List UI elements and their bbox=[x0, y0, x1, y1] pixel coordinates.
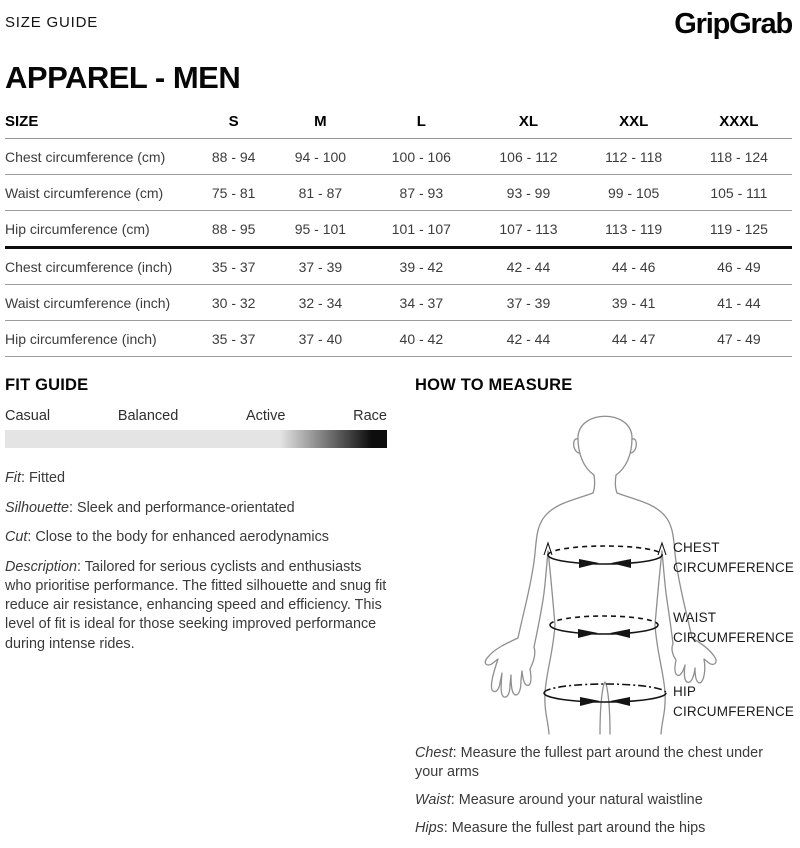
row-label: Waist circumference (cm) bbox=[5, 185, 164, 201]
size-table-header-row bbox=[5, 113, 792, 139]
fit-guide-heading: FIT GUIDE bbox=[5, 376, 89, 394]
waist-circumference-label: WAIST CIRCUMFERENCE bbox=[673, 610, 795, 646]
cell: 39 - 42 bbox=[399, 259, 444, 275]
row-label: Chest circumference (inch) bbox=[5, 259, 173, 275]
cell: 34 - 37 bbox=[399, 295, 444, 311]
scale-label-active: Active bbox=[245, 408, 286, 424]
attr-text: Measure the fullest part around the chest under your arms bbox=[415, 745, 763, 781]
cell: 32 - 34 bbox=[298, 295, 343, 311]
cell: 42 - 44 bbox=[506, 259, 551, 275]
scale-label-race: Race bbox=[353, 408, 387, 424]
attr-text: Tailored for serious cyclists and enthusiasts who prioritise performance. The fitted silhouette and snug fit reduce air resistance, enhancing speed and efficiency. This level of fit is ideal for those seeking improved performance during intense rides. bbox=[5, 558, 387, 652]
fit-scale-labels bbox=[5, 408, 387, 424]
cell: 35 - 37 bbox=[211, 259, 256, 275]
attr-text: Sleek and performance-orientated bbox=[77, 499, 295, 516]
cell: 119 - 125 bbox=[709, 221, 768, 237]
fit-attributes bbox=[5, 469, 387, 654]
scale-label-casual: Casual bbox=[5, 408, 51, 424]
measurement-instructions bbox=[415, 744, 792, 839]
column-header-xxl: XXL bbox=[619, 113, 649, 130]
table-row-hip-inch bbox=[5, 321, 792, 357]
cell: 47 - 49 bbox=[717, 331, 761, 347]
cell: 41 - 44 bbox=[717, 295, 761, 311]
attr-label: Silhouette : bbox=[5, 500, 77, 516]
attr-label: Cut : bbox=[5, 529, 35, 545]
page-title: APPAREL - MEN bbox=[5, 60, 241, 95]
page-header bbox=[5, 10, 792, 39]
scale-label-balanced: Balanced bbox=[117, 408, 179, 424]
cell: 94 - 100 bbox=[294, 149, 347, 165]
table-row-hip-cm bbox=[5, 211, 792, 248]
fit-scale-gradient-bar bbox=[5, 430, 387, 448]
row-label: Hip circumference (cm) bbox=[5, 221, 150, 237]
attr-label: Chest : bbox=[415, 745, 461, 761]
cell: 30 - 32 bbox=[211, 295, 256, 311]
how-to-measure-heading: HOW TO MEASURE bbox=[415, 376, 573, 394]
fit-attr-cut bbox=[5, 528, 387, 547]
cell: 88 - 94 bbox=[211, 149, 256, 165]
column-header-size: SIZE bbox=[5, 113, 39, 130]
instruction-hips bbox=[415, 819, 792, 838]
cell: 101 - 107 bbox=[391, 221, 451, 237]
column-header-m: M bbox=[314, 113, 327, 130]
table-row-waist-inch bbox=[5, 285, 792, 321]
cell: 40 - 42 bbox=[399, 331, 444, 347]
cell: 99 - 105 bbox=[607, 185, 660, 201]
fit-attr-fit bbox=[5, 469, 387, 488]
cell: 46 - 49 bbox=[717, 259, 761, 275]
cell: 37 - 39 bbox=[506, 295, 551, 311]
gripgrab-logo: GripGrab bbox=[674, 8, 792, 40]
instruction-waist bbox=[415, 791, 792, 810]
attr-label: Hips : bbox=[415, 820, 452, 836]
cell: 93 - 99 bbox=[506, 185, 551, 201]
cell: 44 - 46 bbox=[611, 259, 656, 275]
row-label: Waist circumference (inch) bbox=[5, 295, 171, 311]
cell: 113 - 119 bbox=[605, 221, 663, 237]
cell: 105 - 111 bbox=[710, 185, 768, 201]
column-header-l: L bbox=[416, 113, 426, 130]
cell: 37 - 40 bbox=[298, 331, 343, 347]
cell: 39 - 41 bbox=[611, 295, 656, 311]
cell: 88 - 95 bbox=[211, 221, 256, 237]
attr-label: Fit : bbox=[5, 470, 29, 486]
cell: 75 - 81 bbox=[211, 185, 256, 201]
fit-attr-silhouette bbox=[5, 499, 387, 518]
column-header-s: S bbox=[228, 113, 239, 130]
cell: 95 - 101 bbox=[294, 221, 347, 237]
row-label: Hip circumference (inch) bbox=[5, 331, 157, 347]
instruction-chest bbox=[415, 744, 792, 782]
cell: 42 - 44 bbox=[506, 331, 551, 347]
table-row-chest-inch bbox=[5, 248, 792, 285]
fit-guide-section bbox=[5, 376, 387, 848]
cell: 81 - 87 bbox=[298, 185, 343, 201]
attr-text: Measure around your natural waistline bbox=[458, 792, 703, 809]
how-to-measure-section bbox=[415, 376, 795, 848]
attr-text: Fitted bbox=[29, 470, 65, 486]
column-header-xxxl: XXXL bbox=[719, 113, 759, 130]
cell: 35 - 37 bbox=[211, 331, 256, 347]
cell: 118 - 124 bbox=[709, 149, 768, 165]
attr-text: Measure the fullest part around the hips bbox=[451, 820, 706, 837]
cell: 112 - 118 bbox=[605, 149, 663, 165]
column-header-xl: XL bbox=[518, 113, 539, 130]
attr-label: Description : bbox=[5, 559, 85, 575]
lower-section bbox=[5, 376, 795, 848]
attr-text: Close to the body for enhanced aerodynamics bbox=[35, 529, 329, 546]
page-kicker: SIZE GUIDE bbox=[5, 14, 99, 31]
cell: 37 - 39 bbox=[298, 259, 343, 275]
cell: 100 - 106 bbox=[391, 149, 451, 165]
size-table bbox=[5, 113, 792, 357]
cell: 106 - 112 bbox=[499, 149, 558, 165]
row-label: Chest circumference (cm) bbox=[5, 149, 166, 165]
table-row-waist-cm bbox=[5, 175, 792, 211]
chest-circumference-label: CHEST CIRCUMFERENCE bbox=[673, 540, 795, 576]
table-row-chest-cm bbox=[5, 139, 792, 175]
cell: 87 - 93 bbox=[399, 185, 444, 201]
fit-attr-description bbox=[5, 558, 387, 654]
cell: 107 - 113 bbox=[499, 221, 558, 237]
cell: 44 - 47 bbox=[611, 331, 656, 347]
measurement-diagram bbox=[415, 398, 795, 738]
attr-label: Waist : bbox=[415, 792, 459, 808]
hip-circumference-label: HIP CIRCUMFERENCE bbox=[673, 684, 795, 720]
